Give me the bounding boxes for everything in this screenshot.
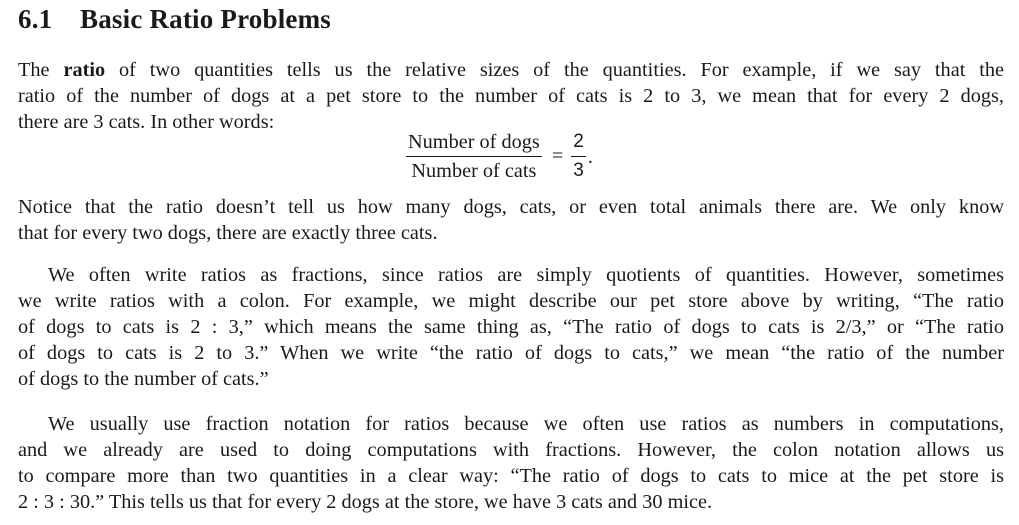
paragraph-colon-notation — [18, 262, 1004, 392]
paragraph-line: of dogs to the number of cats.” — [18, 368, 269, 390]
text-run: of two quantities tells us the relative sizes of the quantities. For example, if we say that the — [105, 59, 1005, 81]
paragraph-line: that for every two dogs, there are exactly three cats. — [18, 222, 438, 244]
paragraph-line: 2 : 3 : 30.” This tells us that for every 2 dogs at the store, we have 3 cats and 30 mice. — [18, 491, 713, 513]
bold-term-ratio: ratio — [63, 59, 106, 81]
paragraph-line: ratio of the number of dogs at a pet store to the number of cats is 2 to 3, we mean that for every 2 dogs, — [18, 85, 1004, 107]
fraction-denominator: 3 — [573, 160, 584, 182]
paragraph-line: We usually use fraction notation for ratios because we often use ratios as numbers in computations, — [48, 413, 1004, 435]
text-run: The — [18, 59, 64, 81]
equals-sign: = — [551, 145, 564, 168]
fraction-dogs-over-cats — [406, 128, 542, 185]
paragraph-line: we write ratios with a colon. For example, we might describe our pet store above by writing, “The ratio — [18, 290, 1004, 312]
paragraph-line: Notice that the ratio doesn’t tell us how many dogs, cats, or even total animals there are. We only know — [18, 196, 1004, 218]
equation-period: . — [587, 146, 593, 169]
section-heading — [18, 4, 331, 35]
paragraph-fraction-notation — [18, 411, 1004, 515]
fraction-two-thirds — [571, 128, 586, 185]
ratio-equation — [406, 128, 593, 185]
paragraph-line: there are 3 cats. In other words: — [18, 111, 275, 133]
paragraph-line: We often write ratios as fractions, since ratios are simply quotients of quantities. However, sometimes — [48, 264, 1004, 286]
fraction-denominator: Number of cats — [411, 160, 537, 183]
section-title: Basic Ratio Problems — [80, 4, 331, 34]
paragraph-ratio-definition — [18, 57, 1004, 135]
paragraph-line — [18, 57, 1004, 83]
paragraph-ratio-notice — [18, 194, 1004, 246]
paragraph-line: to compare more than two quantities in a clear way: “The ratio of dogs to cats to mice at the pet store is — [18, 465, 1004, 487]
paragraph-line: of dogs to cats is 2 : 3,” which means the same thing as, “The ratio of dogs to cats is 2/3,” or “The ratio — [18, 316, 1004, 338]
fraction-numerator: Number of dogs — [408, 131, 540, 153]
section-number: 6.1 — [18, 4, 53, 34]
fraction-numerator: 2 — [573, 131, 584, 152]
paragraph-line: and we already are used to doing computations with fractions. However, the colon notation allows us — [18, 439, 1004, 461]
paragraph-line: of dogs to cats is 2 to 3.” When we write “the ratio of dogs to cats,” we mean “the ratio of the number — [18, 342, 1004, 364]
